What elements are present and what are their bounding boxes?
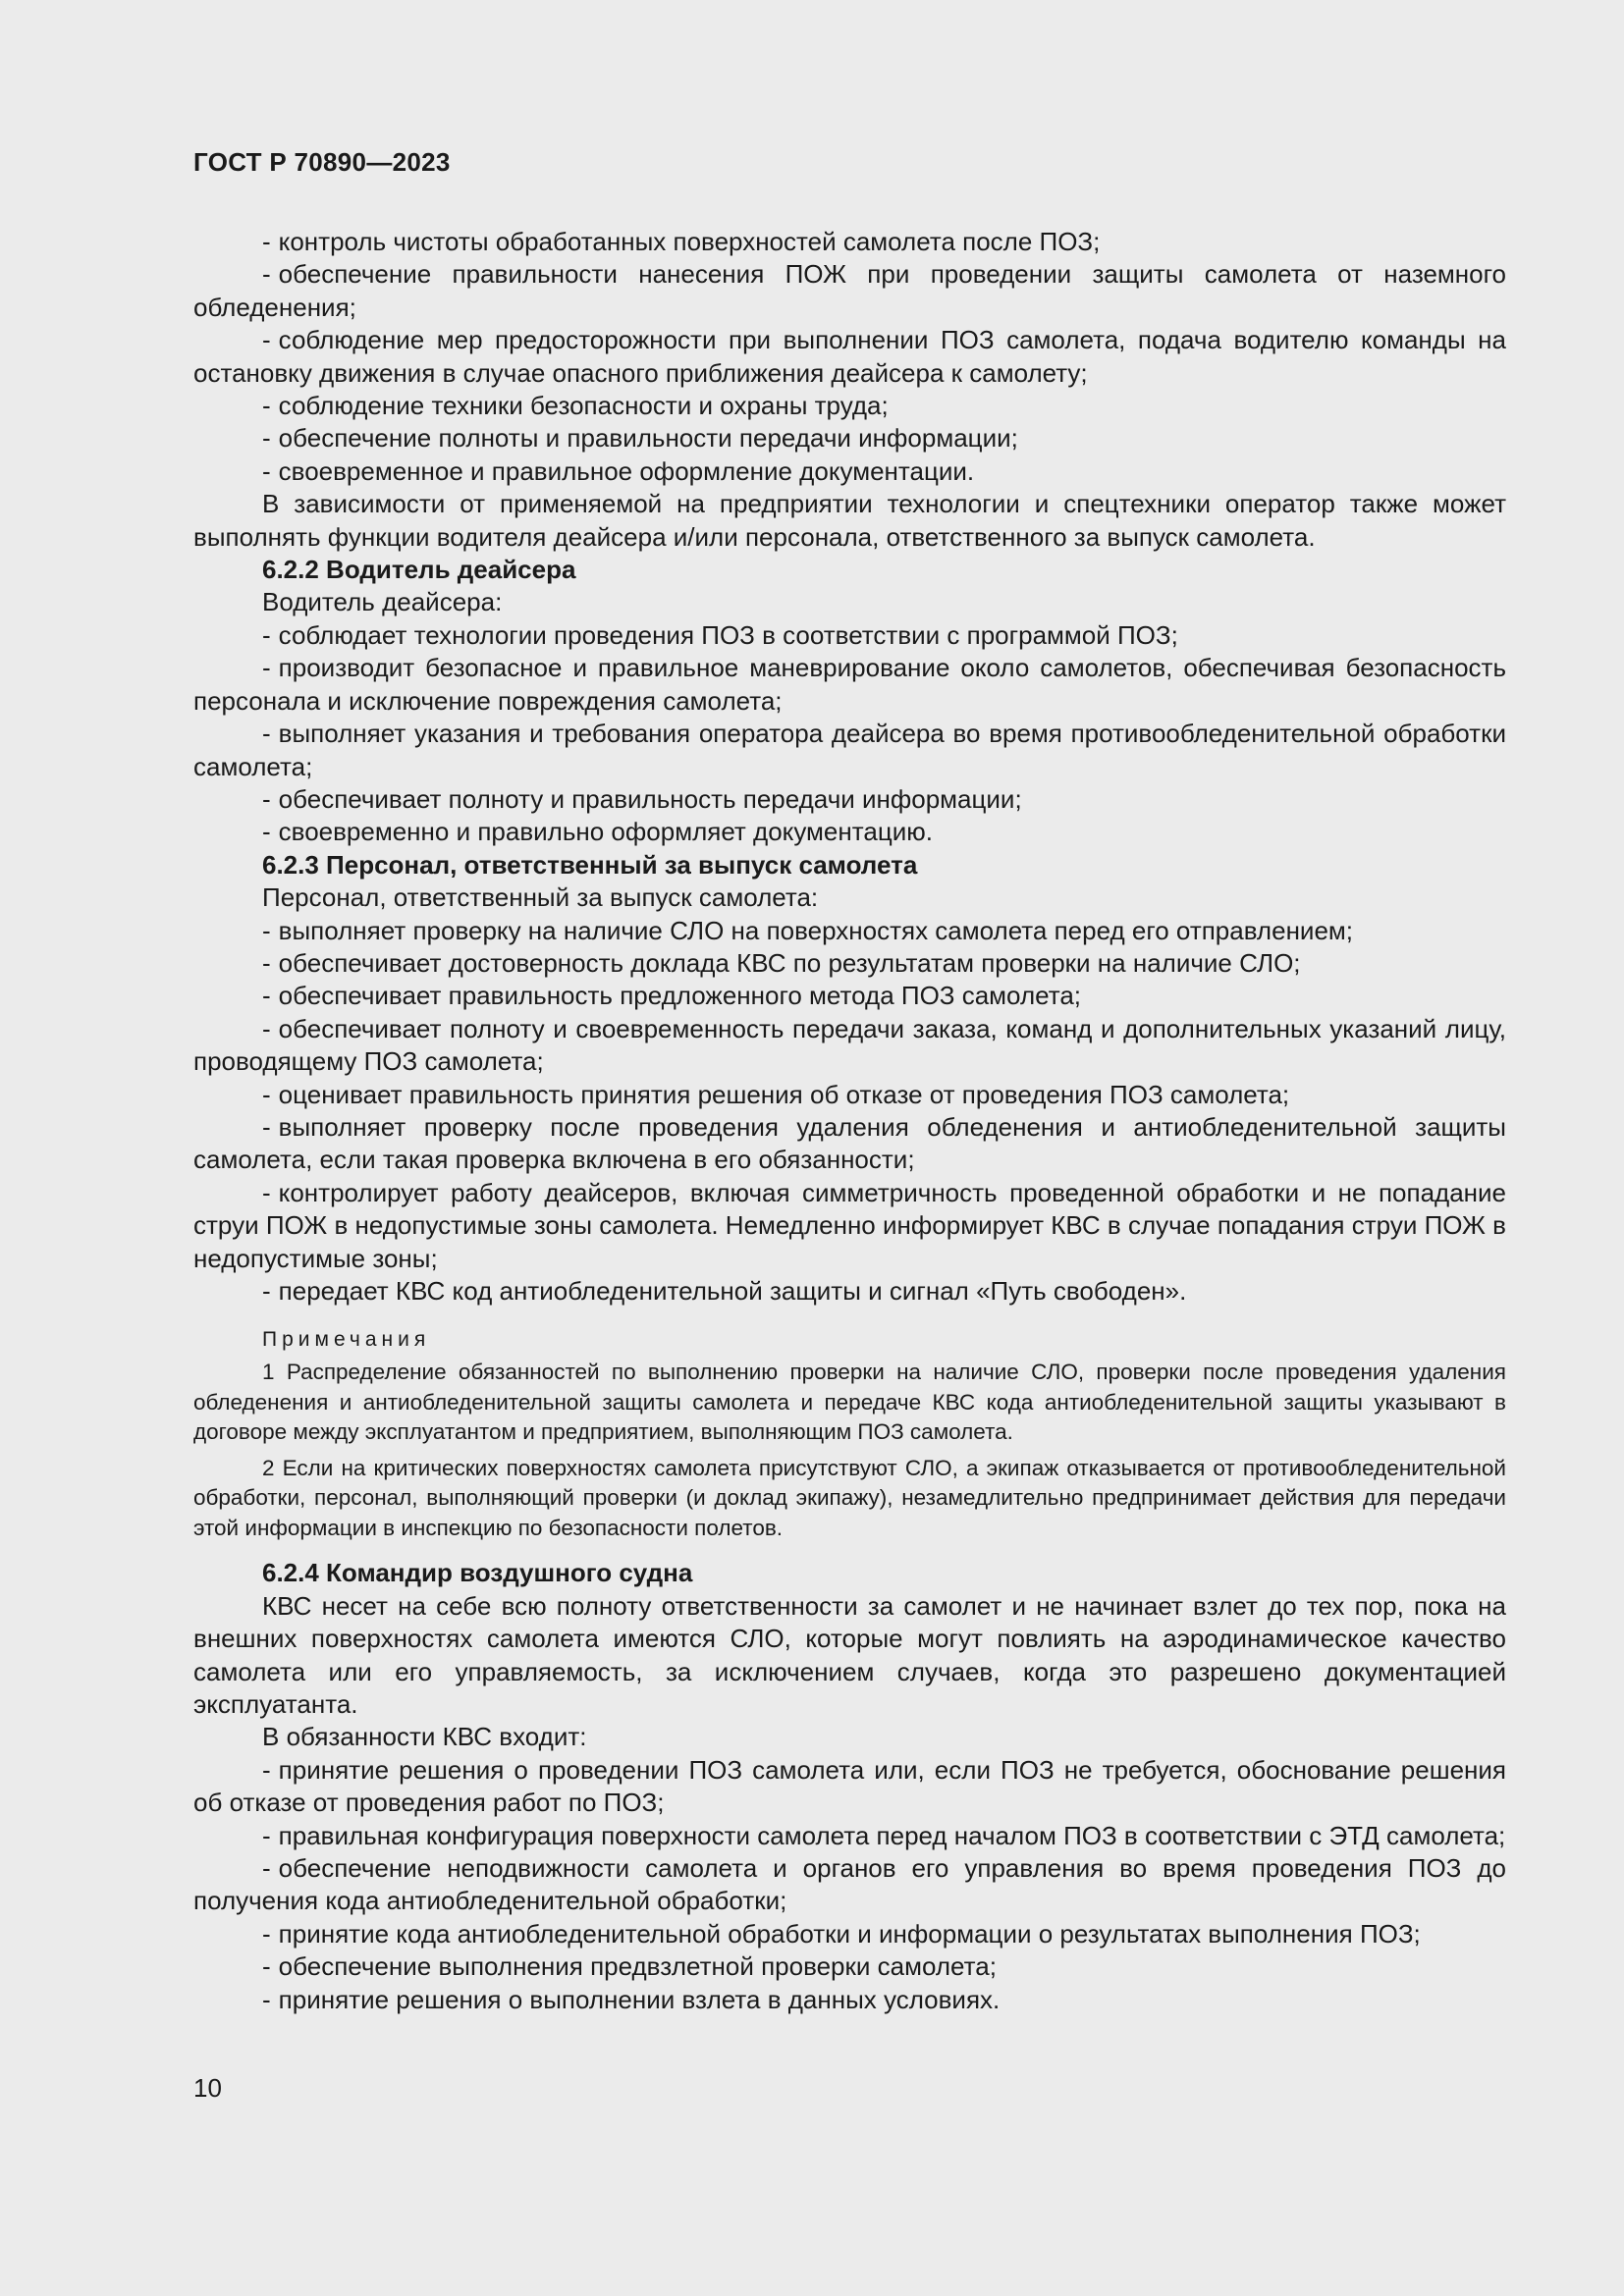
- notes-title: Примечания: [262, 1328, 431, 1352]
- list-item: - обеспечивает полноту и правильность передачи информации;: [262, 783, 1022, 814]
- page-number: 10: [193, 2073, 222, 2103]
- list-item: - выполняет проверку после проведения удаления обледенения и антиобледенительной защиты самолета, если такая проверка включена в его обязанности;: [193, 1111, 1506, 1175]
- list-item: - своевременно и правильно оформляет документацию.: [262, 817, 933, 847]
- list-item: - правильная конфигурация поверхности самолета перед началом ПОЗ в соответствии с ЭТД самолета;: [262, 1820, 1506, 1850]
- list-item: - выполняет проверку на наличие СЛО на поверхностях самолета перед его отправлением;: [262, 915, 1354, 945]
- list-item: - соблюдение мер предосторожности при выполнении ПОЗ самолета, подача водителю команды на остановку движения в случае опасного приближения деайсера к самолету;: [193, 325, 1506, 388]
- list-item: - своевременное и правильное оформление документации.: [262, 455, 975, 486]
- paragraph: В зависимости от применяемой на предприятии технологии и спецтехники оператор также может выполнять функции водителя деайсера и/или персонала, ответственного за выпуск самолета.: [193, 489, 1506, 552]
- list-item: - обеспечивает достоверность доклада КВС по результатам проверки на наличие СЛО;: [262, 947, 1301, 978]
- paragraph: Персонал, ответственный за выпуск самолета:: [262, 882, 819, 913]
- paragraph: В обязанности КВС входит:: [262, 1722, 587, 1752]
- note: 2 Если на критических поверхностях самолета присутствуют СЛО, а экипаж отказывается от противообледенительной обработки, персонал, выполняющий проверки (и доклад экипажу), незамедлительно предпринимает действия для передачи этой информации в инспекцию по безопасности полетов.: [193, 1455, 1506, 1540]
- list-item: - передает КВС код антиобледенительной защиты и сигнал «Путь свободен».: [262, 1276, 1187, 1306]
- list-item: - соблюдение техники безопасности и охраны труда;: [262, 391, 889, 421]
- list-item: - обеспечивает полноту и своевременность передачи заказа, команд и дополнительных указаний лицу, проводящему ПОЗ самолета;: [193, 1013, 1506, 1077]
- paragraph: Водитель деайсера:: [262, 587, 503, 617]
- section-heading: 6.2.3 Персонал, ответственный за выпуск самолета: [262, 849, 918, 880]
- list-item: - контроль чистоты обработанных поверхностей самолета после ПОЗ;: [262, 227, 1101, 256]
- list-item: - контролирует работу деайсеров, включая симметричность проведенной обработки и не попадание струи ПОЖ в недопустимые зоны самолета. Немедленно информирует КВС в случае попадания струи ПОЖ в недопустимые зоны;: [193, 1177, 1506, 1273]
- list-item: - обеспечение выполнения предвзлетной проверки самолета;: [262, 1951, 997, 1982]
- list-item: - соблюдает технологии проведения ПОЗ в соответствии с программой ПОЗ;: [262, 619, 1178, 650]
- list-item: - оценивает правильность принятия решения об отказе от проведения ПОЗ самолета;: [262, 1079, 1290, 1109]
- list-item: - обеспечение полноты и правильности передачи информации;: [262, 423, 1018, 454]
- list-item: - производит безопасное и правильное маневрирование около самолетов, обеспечивая безопасность персонала и исключение повреждения самолета;: [193, 653, 1506, 716]
- list-item: - принятие кода антиобледенительной обработки и информации о результатах выполнения ПОЗ;: [262, 1918, 1421, 1949]
- list-item: - обеспечение неподвижности самолета и органов его управления во время проведения ПОЗ до получения кода антиобледенительной обработки;: [193, 1853, 1506, 1916]
- list-item: - обеспечивает правильность предложенного метода ПОЗ самолета;: [262, 981, 1082, 1011]
- list-item: - принятие решения о выполнении взлета в данных условиях.: [262, 1984, 1001, 2014]
- note: 1 Распределение обязанностей по выполнению проверки на наличие СЛО, проверки после проведения удаления обледенения и антиобледенительной защиты самолета и передаче КВС кода антиобледенительной защиты указывают в договоре между эксплуатантом и предприятием, выполняющим ПОЗ самолета.: [193, 1360, 1506, 1445]
- page-content: [193, 226, 1506, 2016]
- list-item: - выполняет указания и требования оператора деайсера во время противообледенительной обработки самолета;: [193, 719, 1506, 781]
- section-heading: 6.2.2 Водитель деайсера: [262, 555, 576, 585]
- list-item: - обеспечение правильности нанесения ПОЖ при проведении защиты самолета от наземного обледенения;: [193, 259, 1506, 322]
- section-heading: 6.2.4 Командир воздушного судна: [262, 1558, 693, 1588]
- paragraph: КВС несет на себе всю полноту ответственности за самолет и не начинает взлет до тех пор, пока на внешних поверхностях самолета имеются СЛО, которые могут повлиять на аэродинамическое качество самолета или его управляемость, за исключением случаев, когда это разрешено документацией эксплуатанта.: [193, 1590, 1506, 1720]
- document-header: ГОСТ Р 70890—2023: [193, 147, 451, 177]
- list-item: - принятие решения о проведении ПОЗ самолета или, если ПОЗ не требуется, обоснование решения об отказе от проведения работ по ПОЗ;: [193, 1754, 1506, 1818]
